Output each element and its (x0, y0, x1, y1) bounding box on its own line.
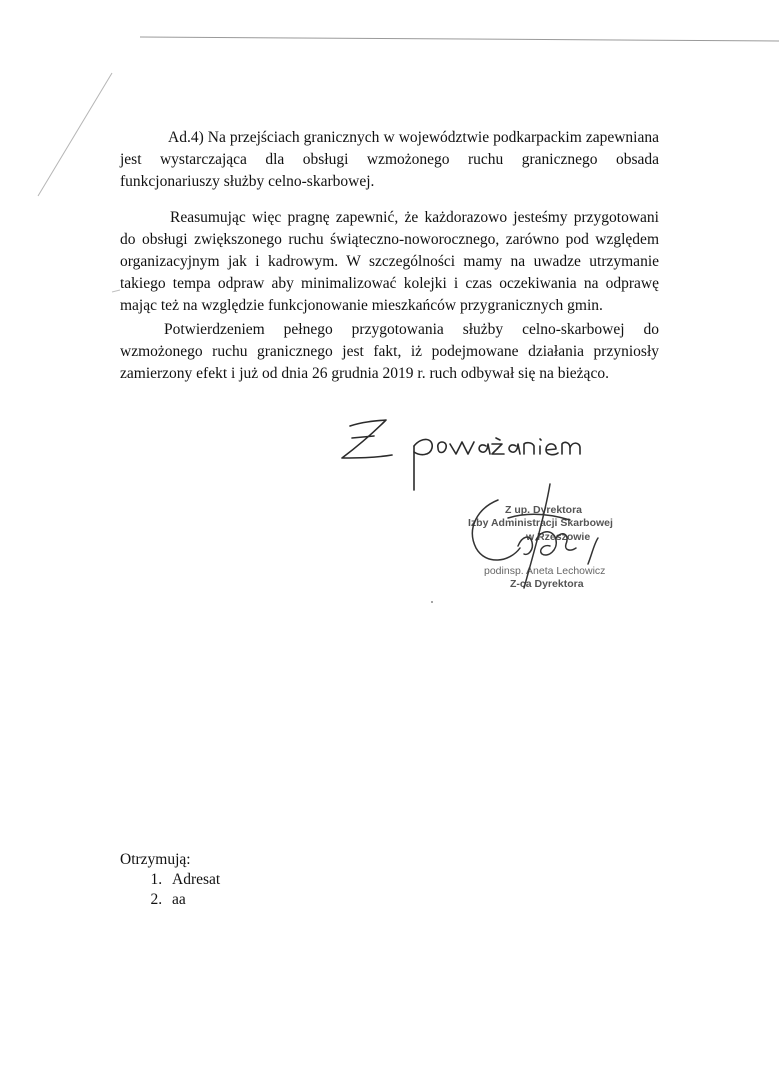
stamp-line-1: Z up. Dyrektora (505, 504, 583, 516)
recipients-heading: Otrzymują: (120, 851, 191, 868)
stamp-line-2: Izby Administracji Skarbowej (468, 517, 613, 529)
list-item: 1. Adresat (166, 870, 220, 890)
recipients-block (120, 850, 220, 910)
stamp-line-3: w Rzeszowie (526, 531, 591, 543)
handwritten-initials-signature (458, 478, 648, 598)
stamp-line-4: podinsp. Aneta Lechowicz (484, 565, 606, 577)
recipients-list (120, 870, 220, 910)
paragraph-confirmation: Potwierdzeniem pełnego przygotowania służby celno-skarbowej do wzmożonego ruchu granicznego jest fakt, iż podejmowane działania przyniosły zamierzony efekt i już od dnia 26 grudnia 2019 r. ruch odbywał się na bieżąco. (120, 321, 659, 382)
scan-speck (431, 601, 433, 603)
paragraph-summary: Reasumując więc pragnę zapewnić, że każdorazowo jesteśmy przygotowani do obsługi zwiększonego ruchu świąteczno-noworocznego, zarówno pod względem organizacyjnym jak i kadrowym. W szczególności mamy na uwadze utrzymanie takiego tempa odpraw aby minimalizować kolejki i czas oczekiwania na odprawę mając też na względzie funkcjonowanie mieszkańców przygranicznych gmin. (120, 209, 659, 314)
paragraph-ad4: Ad.4) Na przejściach granicznych w województwie podkarpackim zapewniana jest wystarczająca dla obsługi wzmożonego ruchu granicznego obsada funkcjonariuszy służby celno-skarbowej. (120, 129, 659, 190)
stamp-line-5: Z-ca Dyrektora (510, 578, 584, 590)
list-item: 2. aa (166, 890, 220, 910)
